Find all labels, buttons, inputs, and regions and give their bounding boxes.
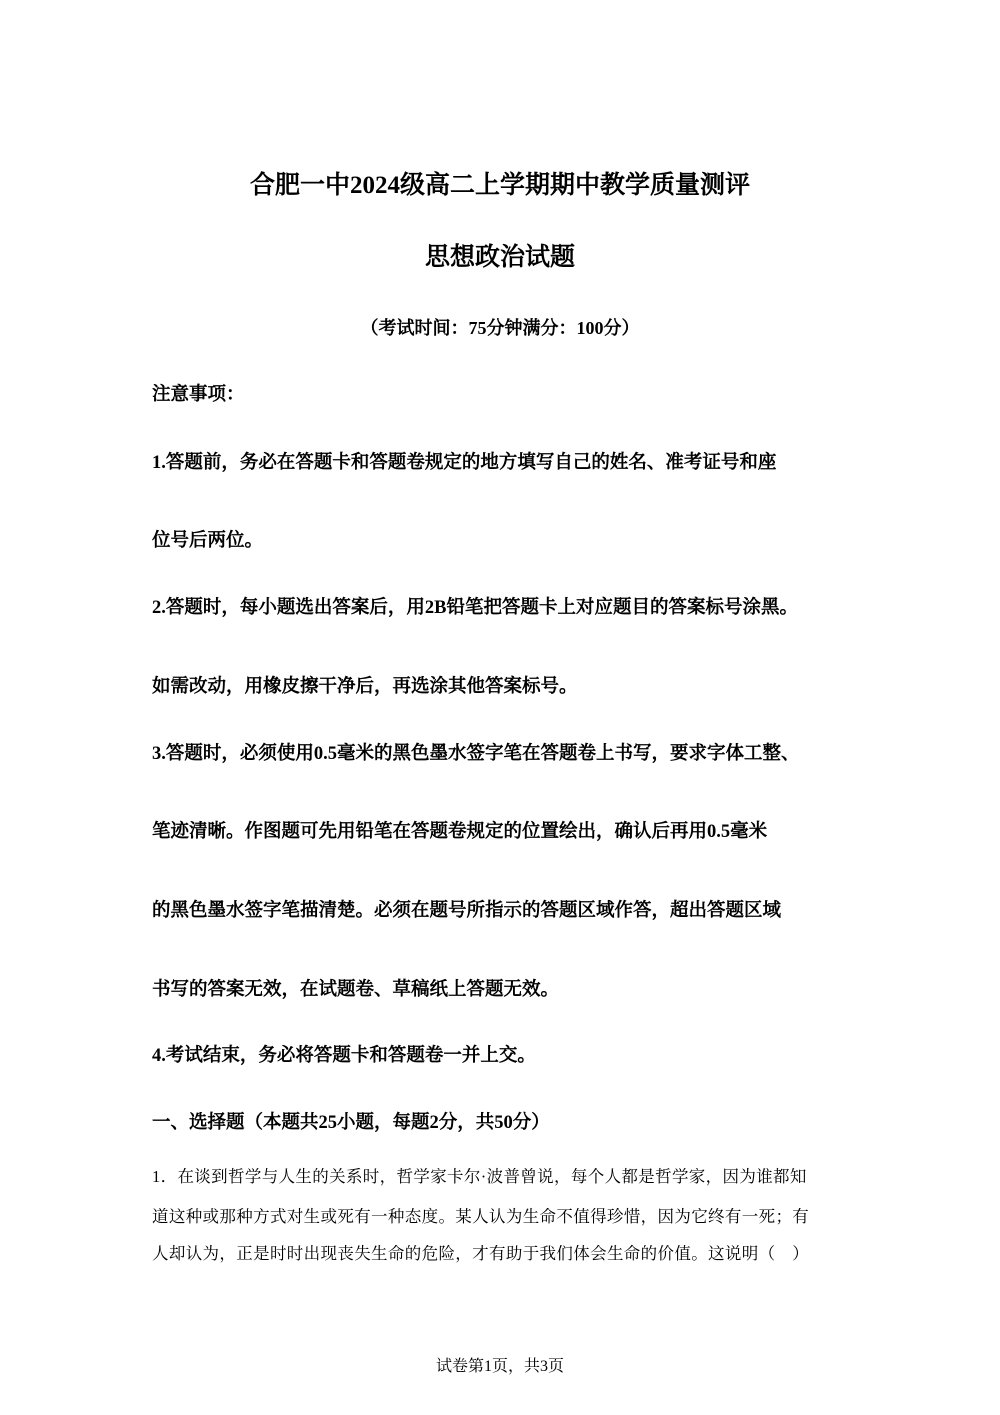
section-heading-multiple-choice: 一、选择题（本题共25小题，每题2分，共50分） [152, 1113, 550, 1133]
notice-line: 4.考试结束，务必将答题卡和答题卷一并上交。 [152, 1046, 536, 1066]
page-footer: 试卷第1页，共3页 [435, 1358, 564, 1375]
notice-line: 3.答题时，必须使用0.5毫米的黑色墨水签字笔在答题卷上书写，要求字体工整、 [152, 744, 800, 764]
question-1-text-line: 道这种或那种方式对生或死有一种态度。某人认为生命不值得珍惜，因为它终有一死；有 [152, 1207, 810, 1226]
notice-line: 2.答题时，每小题选出答案后，用2B铅笔把答题卡上对应题目的答案标号涂黑。 [152, 598, 798, 618]
notice-heading: 注意事项： [152, 385, 245, 405]
question-1-text-line: 1．在谈到哲学与人生的关系时，哲学家卡尔·波普曾说，每个人都是哲学家，因为谁都知 [152, 1167, 807, 1186]
notice-line: 如需改动，用橡皮擦干净后，再选涂其他答案标号。 [152, 677, 578, 697]
notice-line: 位号后两位。 [152, 531, 264, 551]
exam-time-score-info: （考试时间：75分钟满分：100分） [360, 318, 640, 338]
notice-line: 书写的答案无效，在试题卷、草稿纸上答题无效。 [152, 980, 560, 1000]
notice-line: 1.答题前，务必在答题卡和答题卷规定的地方填写自己的姓名、准考证号和座 [152, 453, 777, 473]
notice-line: 笔迹清晰。作图题可先用铅笔在答题卷规定的位置绘出，确认后再用0.5毫米 [152, 822, 768, 842]
exam-title: 合肥一中2024级高二上学期期中教学质量测评 [249, 172, 750, 199]
exam-subject-title: 思想政治试题 [424, 244, 575, 271]
notice-line: 的黑色墨水签字笔描清楚。必须在题号所指示的答题区域作答，超出答题区域 [152, 901, 782, 921]
question-1-text-line: 人却认为，正是时时出现丧失生命的危险，才有助于我们体会生命的价值。这说明（ ） [152, 1244, 810, 1263]
